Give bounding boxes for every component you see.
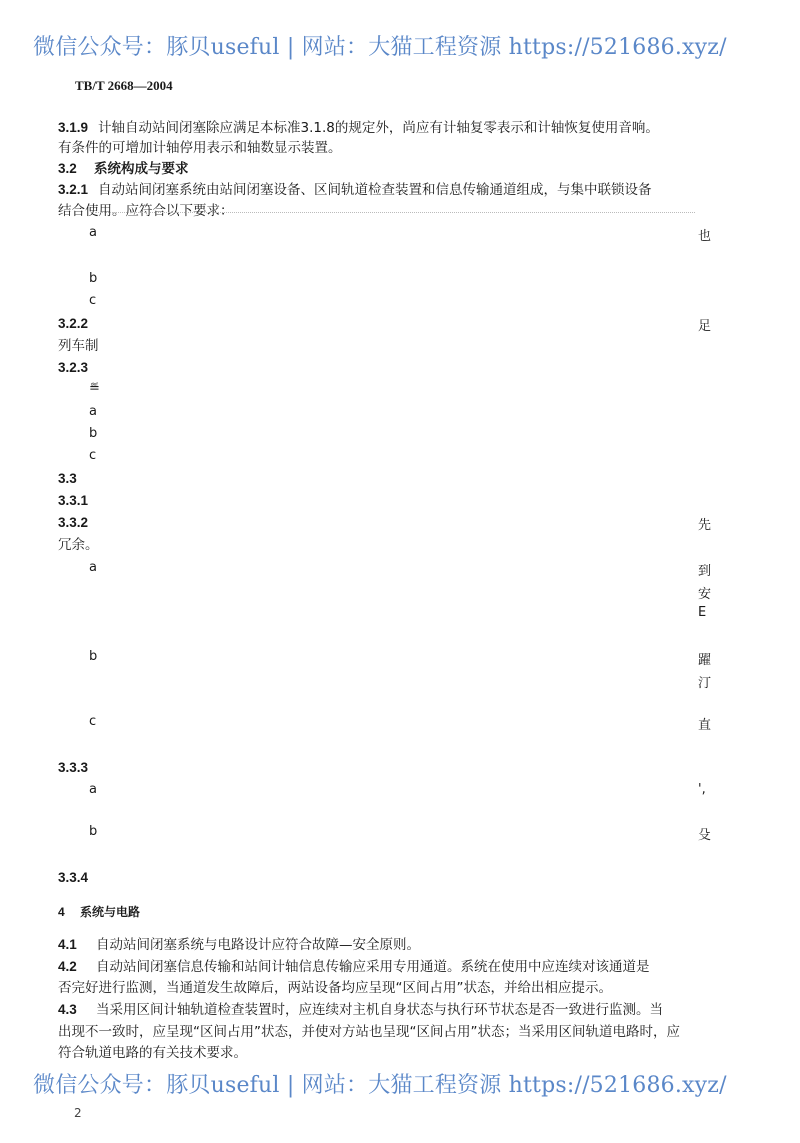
- clause-3-3-2: 3.3.2: [58, 515, 89, 530]
- fragment: 到: [698, 564, 712, 579]
- item-b: b: [89, 824, 98, 839]
- fragment: 殳: [698, 828, 712, 843]
- item-a: a: [89, 404, 97, 419]
- clause-3-3-3: 3.3.3: [58, 760, 89, 775]
- page-number: 2: [74, 1106, 82, 1120]
- clause-4-1: 4.1 自动站间闭塞系统与电路设计应符合故障—安全原则。: [58, 937, 420, 953]
- clause-3-1-9: 3.1.9 计轴自动站间闭塞除应满足本标准3.1.8的规定外，尚应有计轴复零表示和计轴恢复使用音响。: [58, 120, 659, 136]
- clause-4-3-cont2: 符合轨道电路的有关技术要求。: [58, 1045, 247, 1061]
- fragment: 足: [698, 319, 712, 334]
- item-c: c: [89, 448, 97, 463]
- clause-4-2-cont: 否完好进行监测，当通道发生故障后，两站设备均应呈现“区间占用”状态，并给出相应提示。: [58, 980, 612, 996]
- item-c: c: [89, 714, 97, 729]
- faded-text-line: [95, 212, 695, 215]
- item-a: a: [89, 560, 97, 575]
- clause-3-2-3-cont: ≝: [89, 381, 100, 396]
- clause-3-1-9-cont: 有条件的可增加计轴停用表示和轴数显示装置。: [58, 140, 342, 156]
- fragment: ',: [698, 782, 706, 797]
- clause-3-2-3: 3.2.3: [58, 360, 89, 375]
- clause-4-3-cont: 出现不一致时，应呈现“区间占用”状态，并使对方站也呈现“区间占用”状态；当采用区间轨道电路时，应: [58, 1024, 680, 1040]
- fragment: 躍: [698, 653, 712, 668]
- fragment: E: [698, 605, 707, 620]
- watermark-bottom: 微信公众号：豚贝useful | 网站：大猫工程资源 https://521686.xyz/: [33, 1073, 727, 1098]
- item-a: a: [89, 225, 97, 240]
- clause-4-3: 4.3 当采用区间计轴轨道检查装置时，应连续对主机自身状态与执行环节状态是否一致进行监测。当: [58, 1002, 663, 1018]
- heading-3-2: 3.2 系统构成与要求: [58, 161, 189, 177]
- clause-3-3-4: 3.3.4: [58, 870, 89, 885]
- fragment: 直: [698, 718, 712, 733]
- clause-3-2-2: 3.2.2: [58, 316, 89, 331]
- clause-3-3: 3.3: [58, 471, 77, 486]
- standard-id: TB/T 2668—2004: [75, 78, 173, 93]
- watermark-top: 微信公众号：豚贝useful | 网站：大猫工程资源 https://521686.xyz/: [33, 35, 727, 60]
- clause-4-2: 4.2 自动站间闭塞信息传输和站间计轴信息传输应采用专用通道。系统在使用中应连续对该通道是: [58, 959, 650, 975]
- fragment: 先: [698, 518, 712, 533]
- clause-3-2-1-cont: 结合使用。应符合以下要求：: [58, 203, 234, 219]
- heading-4: 4 系统与电路: [58, 905, 141, 919]
- item-b: b: [89, 649, 98, 664]
- item-c: c: [89, 293, 97, 308]
- clause-3-2-2-cont: 列车制: [58, 338, 99, 354]
- item-b: b: [89, 426, 98, 441]
- clause-3-3-1: 3.3.1: [58, 493, 89, 508]
- item-a: a: [89, 782, 97, 797]
- fragment: 汀: [698, 676, 712, 691]
- fragment: 安: [698, 587, 712, 602]
- clause-3-2-1: 3.2.1 自动站间闭塞系统由站间闭塞设备、区间轨道检查装置和信息传输通道组成，与集中联锁设备: [58, 182, 652, 198]
- clause-3-3-2-cont: 冗余。: [58, 537, 99, 553]
- fragment: 也: [698, 229, 712, 244]
- item-b: b: [89, 271, 98, 286]
